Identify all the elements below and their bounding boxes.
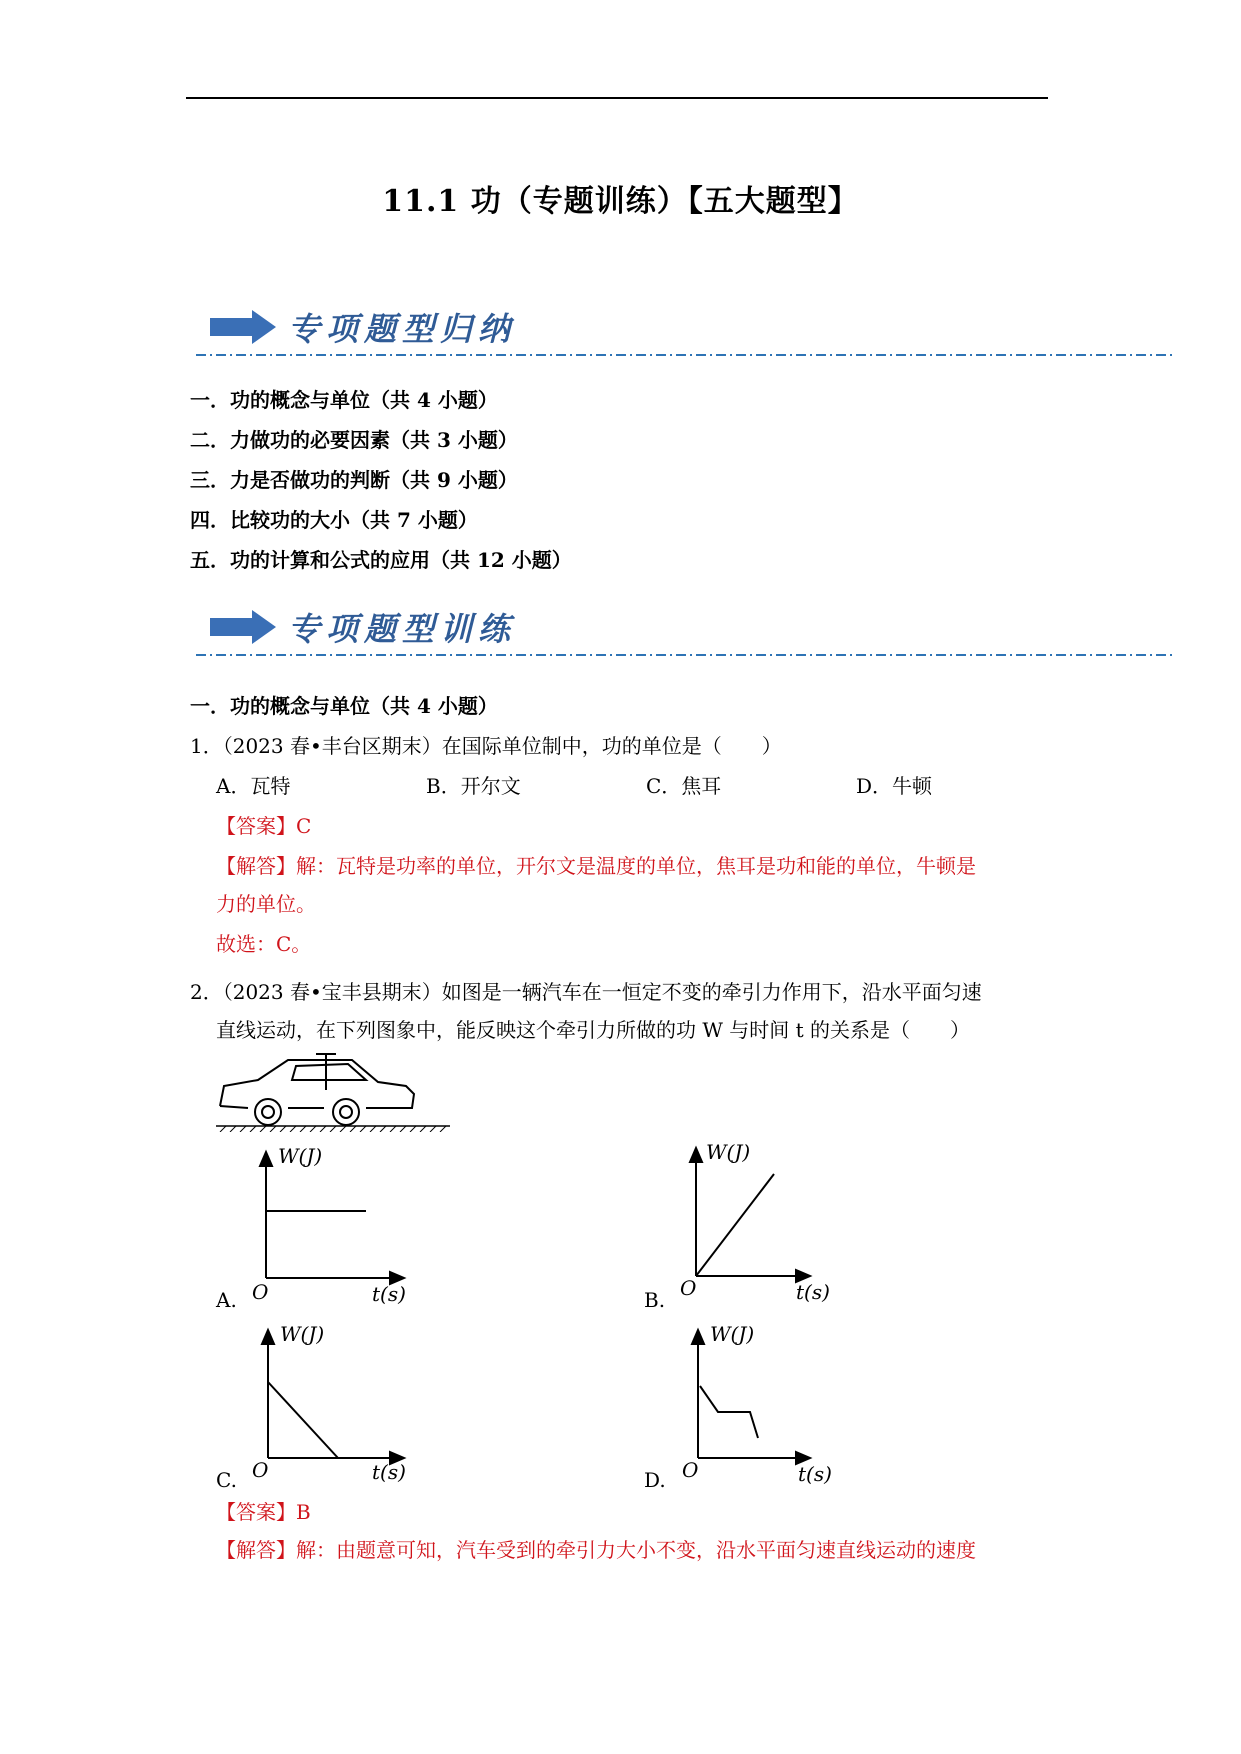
q2-answer <box>216 1498 311 1526</box>
q1-option-a: A．瓦特 <box>216 774 291 798</box>
option-d-ylabel: W(J) <box>710 1322 755 1346</box>
banner-summary <box>196 296 1176 356</box>
q2-stem-line1: 2．（2023 春•宝丰县期末）如图是一辆汽车在一恒定不变的牵引力作用下，沿水平面匀速 <box>190 980 982 1004</box>
arrow-right-icon <box>210 610 276 644</box>
q1-option-d: D．牛顿 <box>856 774 933 798</box>
option-d-origin: O <box>682 1458 699 1482</box>
q2-stem-line2: 直线运动，在下列图象中，能反映这个牵引力所做的功 W 与时间 t 的关系是（ ） <box>216 1018 971 1042</box>
option-c-ylabel: W(J) <box>280 1322 325 1346</box>
q2-answer-value: B <box>296 1500 311 1524</box>
summary-item-4: 四．比较功的大小（共 7 小题） <box>190 508 478 532</box>
page-title: 11.1 功（专题训练）【五大题型】 <box>382 184 859 219</box>
q1-conclusion: 故选：C。 <box>216 932 312 956</box>
summary-item-3: 三．力是否做功的判断（共 9 小题） <box>190 468 518 492</box>
summary-item-2: 二．力做功的必要因素（共 3 小题） <box>190 428 518 452</box>
q1-answer-value: C <box>296 814 312 838</box>
option-b-graph <box>642 1138 862 1318</box>
q1-analysis-text: 解：瓦特是功率的单位，开尔文是温度的单位，焦耳是功和能的单位，牛顿是 <box>296 854 976 878</box>
option-b-letter: B. <box>644 1288 666 1312</box>
car-figure <box>216 1050 450 1132</box>
option-c-graph <box>214 1318 434 1498</box>
option-c-origin: O <box>252 1458 269 1482</box>
banner-training-label: 专项题型训练 <box>288 610 517 648</box>
option-d-graph <box>642 1320 862 1500</box>
option-c-xlabel: t(s) <box>372 1460 406 1484</box>
banner-training-dashline <box>196 654 1176 656</box>
option-a-graph <box>214 1140 434 1320</box>
option-c-letter: C. <box>216 1468 237 1492</box>
q2-analysis-label: 【解答】 <box>216 1538 296 1562</box>
option-a-ylabel: W(J) <box>278 1144 323 1168</box>
q1-answer <box>216 812 311 840</box>
banner-summary-dashline <box>196 354 1176 356</box>
option-a-letter: A. <box>216 1288 237 1312</box>
header-rule <box>186 97 1048 99</box>
banner-summary-label: 专项题型归纳 <box>288 310 517 348</box>
option-d-letter: D. <box>644 1468 666 1492</box>
option-b-ylabel: W(J) <box>706 1140 751 1164</box>
arrow-right-icon <box>210 310 276 344</box>
option-b-xlabel: t(s) <box>796 1280 830 1304</box>
q1-option-b: B．开尔文 <box>426 774 521 798</box>
q1-analysis-line2: 力的单位。 <box>216 892 316 916</box>
summary-item-1: 一．功的概念与单位（共 4 小题） <box>190 388 498 412</box>
q1-answer-label: 【答案】 <box>216 814 296 838</box>
option-b-origin: O <box>680 1276 697 1300</box>
q2-analysis-line1 <box>216 1536 976 1564</box>
q2-answer-label: 【答案】 <box>216 1500 296 1524</box>
q1-stem: 1．（2023 春•丰台区期末）在国际单位制中，功的单位是（ ） <box>190 734 782 758</box>
option-d-xlabel: t(s) <box>798 1462 832 1486</box>
q1-analysis-label: 【解答】 <box>216 854 296 878</box>
q1-analysis-line1 <box>216 852 976 880</box>
option-a-xlabel: t(s) <box>372 1282 406 1306</box>
summary-item-5: 五．功的计算和公式的应用（共 12 小题） <box>190 548 572 572</box>
banner-training <box>196 596 1176 656</box>
q1-option-c: C．焦耳 <box>646 774 722 798</box>
q2-analysis-text: 解：由题意可知，汽车受到的牵引力大小不变，沿水平面匀速直线运动的速度 <box>296 1538 976 1562</box>
option-a-origin: O <box>252 1280 269 1304</box>
section-heading: 一．功的概念与单位（共 4 小题） <box>190 694 498 718</box>
